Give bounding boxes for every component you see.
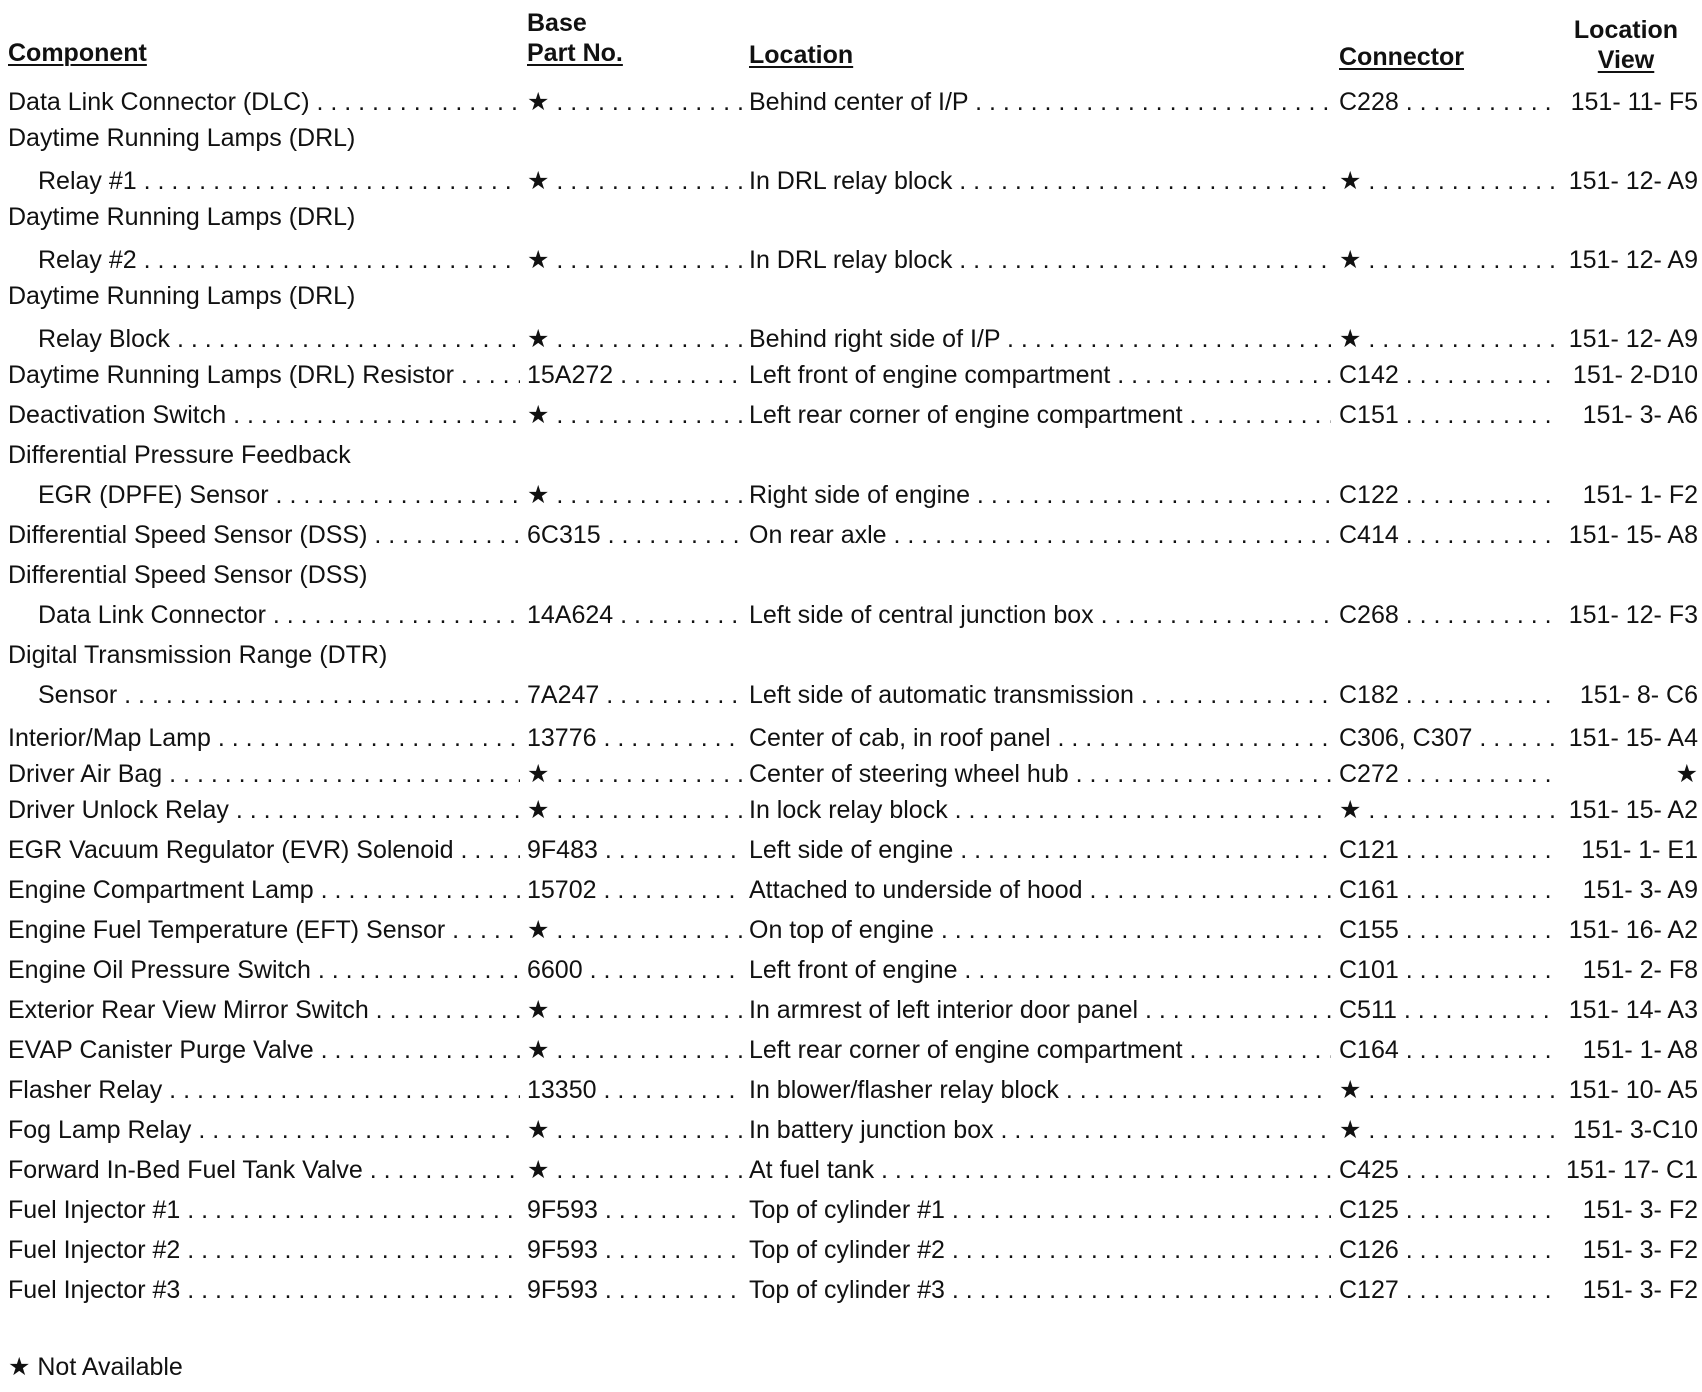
header-location (749, 40, 853, 70)
location-cell: In battery junction box . . . (749, 1112, 1331, 1148)
part-number-cell: ★ . . . (527, 321, 742, 357)
part-number-cell: 7A247 . . . (527, 677, 742, 713)
connector-cell: C155 . . . (1339, 912, 1554, 948)
location-cell: On rear axle . . . (749, 517, 1331, 553)
location-view-text: 151- 12- A9 (1568, 246, 1698, 274)
component-cell: Fuel Injector #1 . . . (8, 1192, 520, 1228)
component-cell: Differential Pressure Feedback (8, 441, 351, 469)
location-view-text: 151- 17- C1 (1565, 1156, 1698, 1184)
location-cell: Left front of engine compartment . . . (749, 357, 1331, 393)
table-row (0, 557, 1702, 593)
part-number-cell: ★ . . . (527, 756, 742, 792)
header-location-view (1552, 15, 1700, 75)
component-cell: Daytime Running Lamps (DRL) Resistor . . . (8, 357, 520, 393)
component-cell: Deactivation Switch . . . (8, 397, 520, 433)
table-row (0, 792, 1702, 828)
location-view-cell (1552, 1232, 1700, 1268)
location-view-text: 151- 1- E1 (1581, 836, 1698, 864)
location-cell: At fuel tank . . . (749, 1152, 1331, 1188)
connector-cell: C182 . . . (1339, 677, 1554, 713)
table-row (0, 872, 1702, 908)
component-cell: Relay #2 . . . (38, 242, 520, 278)
location-view-text: 151- 3-C10 (1572, 1116, 1698, 1144)
location-cell: Top of cylinder #2 . . . (749, 1232, 1331, 1268)
location-view-cell (1552, 1272, 1700, 1308)
component-cell: EGR (DPFE) Sensor . . . (38, 477, 520, 513)
table-row (0, 357, 1702, 393)
location-view-text: 151- 8- C6 (1579, 681, 1698, 709)
table-row (0, 397, 1702, 433)
connector-cell: C272 . . . (1339, 756, 1554, 792)
location-view-text: 151- 10- A5 (1568, 1076, 1698, 1104)
location-view-cell (1552, 1032, 1700, 1068)
location-cell: On top of engine . . . (749, 912, 1331, 948)
part-number-cell: ★ . . . (527, 1032, 742, 1068)
location-view-text: 151- 1- F2 (1582, 481, 1698, 509)
table-row (0, 437, 1702, 473)
component-cell: Engine Oil Pressure Switch . . . (8, 952, 520, 988)
table-row (0, 242, 1702, 278)
location-view-cell (1552, 952, 1700, 988)
location-view-text: 151- 15- A8 (1568, 521, 1698, 549)
table-row (0, 720, 1702, 756)
part-number-cell: 13776 . . . (527, 720, 742, 756)
location-view-cell (1552, 1072, 1700, 1108)
location-cell: In DRL relay block . . . (749, 163, 1331, 199)
connector-cell: C511 . . . (1339, 992, 1554, 1028)
header-connector (1339, 42, 1464, 72)
component-cell: Fuel Injector #2 . . . (8, 1232, 520, 1268)
header-base-part-line1: Base (527, 9, 587, 37)
location-cell: Left front of engine . . . (749, 952, 1331, 988)
location-view-cell (1552, 792, 1700, 828)
connector-cell: C306, C307 . . . (1339, 720, 1554, 756)
location-view-text: 151- 3- F2 (1582, 1276, 1698, 1304)
location-view-text: 151- 2- F8 (1582, 956, 1698, 984)
part-number-cell: ★ . . . (527, 163, 742, 199)
header-base-part-no (527, 8, 623, 68)
location-cell: Left rear corner of engine compartment . . . (749, 1032, 1331, 1068)
location-cell: In lock relay block . . . (749, 792, 1331, 828)
location-view-cell (1552, 1192, 1700, 1228)
location-view-cell (1552, 912, 1700, 948)
table-row (0, 952, 1702, 988)
location-cell: Left side of automatic transmission . . . (749, 677, 1331, 713)
location-cell: Behind right side of I/P . . . (749, 321, 1331, 357)
part-number-cell: 13350 . . . (527, 1072, 742, 1108)
location-view-cell (1552, 677, 1700, 713)
location-cell: Center of steering wheel hub . . . (749, 756, 1331, 792)
table-row (0, 278, 1702, 314)
location-cell: In armrest of left interior door panel . . . (749, 992, 1331, 1028)
part-number-cell: 15A272 . . . (527, 357, 742, 393)
table-row (0, 1032, 1702, 1068)
component-cell: Fog Lamp Relay . . . (8, 1112, 520, 1148)
part-number-cell: ★ . . . (527, 1112, 742, 1148)
component-cell: Differential Speed Sensor (DSS) (8, 561, 368, 589)
component-cell: Daytime Running Lamps (DRL) (8, 282, 356, 310)
part-number-cell: ★ . . . (527, 1152, 742, 1188)
part-number-cell: ★ . . . (527, 992, 742, 1028)
location-cell: Top of cylinder #1 . . . (749, 1192, 1331, 1228)
table-row (0, 163, 1702, 199)
component-cell: Sensor . . . (38, 677, 520, 713)
location-cell: Center of cab, in roof panel . . . (749, 720, 1331, 756)
location-view-cell (1552, 163, 1700, 199)
location-view-text: 151- 14- A3 (1568, 996, 1698, 1024)
header-base-part-line2: Part No. (527, 39, 623, 67)
location-view-cell (1552, 720, 1700, 756)
part-number-cell: 9F593 . . . (527, 1272, 742, 1308)
table-row (0, 321, 1702, 357)
part-number-cell: 9F483 . . . (527, 832, 742, 868)
location-view-text: 151- 16- A2 (1568, 916, 1698, 944)
component-cell: Digital Transmission Range (DTR) (8, 641, 388, 669)
location-view-text: 151- 15- A4 (1568, 724, 1698, 752)
footnote-not-available: ★ Not Available (8, 1353, 183, 1381)
location-view-cell (1552, 756, 1700, 792)
location-view-cell (1552, 321, 1700, 357)
header-location-view-line2: View (1597, 46, 1655, 74)
location-cell: In DRL relay block . . . (749, 242, 1331, 278)
part-number-cell: ★ . . . (527, 477, 742, 513)
part-number-cell: 6C315 . . . (527, 517, 742, 553)
connector-cell: C414 . . . (1339, 517, 1554, 553)
connector-cell: ★ . . . (1339, 242, 1554, 278)
connector-cell: C122 . . . (1339, 477, 1554, 513)
location-view-text: 151- 12- A9 (1568, 325, 1698, 353)
part-number-cell: ★ . . . (527, 242, 742, 278)
component-cell: Daytime Running Lamps (DRL) (8, 124, 356, 152)
part-number-cell: ★ . . . (527, 792, 742, 828)
header-location-view-line1: Location (1573, 16, 1679, 44)
location-cell: Behind center of I/P . . . (749, 84, 1331, 120)
table-row (0, 1192, 1702, 1228)
location-view-text: ★ (1675, 760, 1698, 788)
location-view-text: 151- 15- A2 (1568, 796, 1698, 824)
component-cell: Engine Compartment Lamp . . . (8, 872, 520, 908)
table-row (0, 477, 1702, 513)
part-number-cell: ★ . . . (527, 397, 742, 433)
connector-cell: C121 . . . (1339, 832, 1554, 868)
component-cell: Driver Air Bag . . . (8, 756, 520, 792)
connector-cell: ★ . . . (1339, 792, 1554, 828)
component-cell: Differential Speed Sensor (DSS) . . . (8, 517, 520, 553)
table-row (0, 756, 1702, 792)
header-component-label: Component (8, 39, 147, 67)
header-component (8, 38, 147, 68)
component-cell: Relay #1 . . . (38, 163, 520, 199)
table-row (0, 677, 1702, 713)
component-cell: EVAP Canister Purge Valve . . . (8, 1032, 520, 1068)
location-view-text: 151- 11- F5 (1570, 88, 1698, 116)
connector-cell: ★ . . . (1339, 1072, 1554, 1108)
connector-cell: C125 . . . (1339, 1192, 1554, 1228)
location-view-text: 151- 3- A9 (1582, 876, 1698, 904)
location-view-cell (1552, 357, 1700, 393)
table-row (0, 84, 1702, 120)
component-cell: Engine Fuel Temperature (EFT) Sensor . . . (8, 912, 520, 948)
location-view-text: 151- 3- F2 (1582, 1236, 1698, 1264)
component-cell: Data Link Connector . . . (38, 597, 520, 633)
table-row (0, 992, 1702, 1028)
location-cell: Right side of engine . . . (749, 477, 1331, 513)
connector-cell: C142 . . . (1339, 357, 1554, 393)
location-view-text: 151- 1- A8 (1582, 1036, 1698, 1064)
location-view-cell (1552, 477, 1700, 513)
connector-cell: C228 . . . (1339, 84, 1554, 120)
connector-cell: C127 . . . (1339, 1272, 1554, 1308)
connector-cell: C151 . . . (1339, 397, 1554, 433)
component-cell: Relay Block . . . (38, 321, 520, 357)
component-cell: Driver Unlock Relay . . . (8, 792, 520, 828)
table-row (0, 1272, 1702, 1308)
connector-cell: C164 . . . (1339, 1032, 1554, 1068)
table-row (0, 1232, 1702, 1268)
table-row (0, 637, 1702, 673)
component-cell: Exterior Rear View Mirror Switch . . . (8, 992, 520, 1028)
part-number-cell: 14A624 . . . (527, 597, 742, 633)
table-row (0, 832, 1702, 868)
table-row (0, 517, 1702, 553)
connector-cell: C126 . . . (1339, 1232, 1554, 1268)
location-view-cell (1552, 517, 1700, 553)
component-cell: Flasher Relay . . . (8, 1072, 520, 1108)
part-number-cell: 9F593 . . . (527, 1232, 742, 1268)
location-cell: Top of cylinder #3 . . . (749, 1272, 1331, 1308)
part-number-cell: ★ . . . (527, 912, 742, 948)
location-cell: Attached to underside of hood . . . (749, 872, 1331, 908)
connector-cell: C101 . . . (1339, 952, 1554, 988)
location-view-text: 151- 3- A6 (1582, 401, 1698, 429)
location-view-text: 151- 12- A9 (1568, 167, 1698, 195)
table-row (0, 1112, 1702, 1148)
part-number-cell: 6600 . . . (527, 952, 742, 988)
component-cell: Fuel Injector #3 . . . (8, 1272, 520, 1308)
connector-cell: ★ . . . (1339, 321, 1554, 357)
location-cell: Left side of central junction box . . . (749, 597, 1331, 633)
table-row (0, 912, 1702, 948)
table-row (0, 1072, 1702, 1108)
location-view-cell (1552, 597, 1700, 633)
component-cell: Data Link Connector (DLC) . . . (8, 84, 520, 120)
location-view-cell (1552, 992, 1700, 1028)
part-number-cell: 15702 . . . (527, 872, 742, 908)
table-row (0, 597, 1702, 633)
location-view-cell (1552, 872, 1700, 908)
connector-cell: C425 . . . (1339, 1152, 1554, 1188)
connector-cell: ★ . . . (1339, 163, 1554, 199)
part-number-cell: ★ . . . (527, 84, 742, 120)
component-cell: Forward In-Bed Fuel Tank Valve . . . (8, 1152, 520, 1188)
part-number-cell: 9F593 . . . (527, 1192, 742, 1228)
location-view-text: 151- 12- F3 (1568, 601, 1698, 629)
location-view-cell (1552, 1152, 1700, 1188)
connector-cell: ★ . . . (1339, 1112, 1554, 1148)
location-view-cell (1552, 1112, 1700, 1148)
component-cell: Interior/Map Lamp . . . (8, 720, 520, 756)
header-location-label: Location (749, 41, 854, 69)
location-view-cell (1552, 242, 1700, 278)
component-cell: Daytime Running Lamps (DRL) (8, 203, 356, 231)
location-view-text: 151- 3- F2 (1582, 1196, 1698, 1224)
location-view-cell (1552, 397, 1700, 433)
location-view-cell (1552, 832, 1700, 868)
location-cell: Left rear corner of engine compartment . . . (749, 397, 1331, 433)
location-view-text: 151- 2-D10 (1572, 361, 1698, 389)
header-connector-label: Connector (1339, 43, 1464, 71)
location-cell: Left side of engine . . . (749, 832, 1331, 868)
connector-cell: C161 . . . (1339, 872, 1554, 908)
table-row (0, 1152, 1702, 1188)
component-cell: EGR Vacuum Regulator (EVR) Solenoid . . . (8, 832, 520, 868)
connector-cell: C268 . . . (1339, 597, 1554, 633)
table-row (0, 120, 1702, 156)
table-row (0, 199, 1702, 235)
location-view-cell (1552, 84, 1700, 120)
location-cell: In blower/flasher relay block . . . (749, 1072, 1331, 1108)
